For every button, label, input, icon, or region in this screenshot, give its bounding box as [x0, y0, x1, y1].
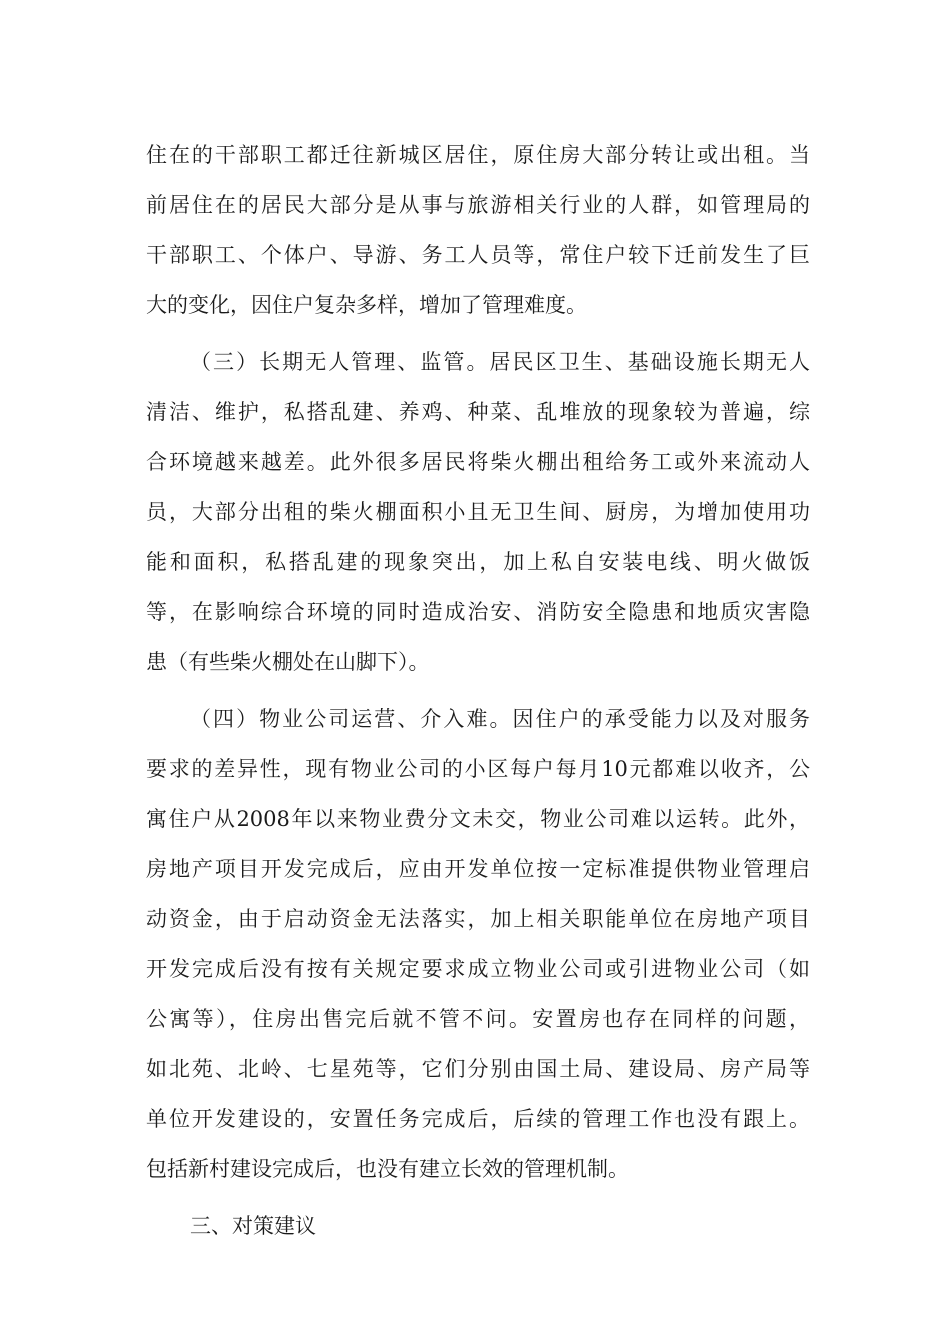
text-line: （三）长期无人管理、监管。居民区卫生、基础设施长期无人	[190, 350, 810, 374]
text-line: 要求的差异性，现有物业公司的小区每户每月10元都难以收齐，公	[146, 757, 810, 781]
text-line: 合环境越来越差。此外很多居民将柴火棚出租给务工或外来流动人	[146, 450, 810, 474]
text-line: 房地产项目开发完成后，应由开发单位按一定标准提供物业管理启	[146, 857, 810, 881]
text-line: 能和面积，私搭乱建的现象突出，加上私自安装电线、明火做饭	[146, 550, 810, 574]
text-line: 动资金，由于启动资金无法落实，加上相关职能单位在房地产项目	[146, 907, 810, 931]
text-line: 住在的干部职工都迁往新城区居住，原住房大部分转让或出租。当	[146, 143, 810, 167]
text-line: 大的变化，因住户复杂多样，增加了管理难度。	[146, 293, 587, 317]
text-line: 如北苑、北岭、七星苑等，它们分别由国土局、建设局、房产局等	[146, 1057, 810, 1081]
paragraph-property-company	[146, 694, 810, 1194]
text-line: 干部职工、个体户、导游、务工人员等，常住户较下迁前发生了巨	[146, 243, 810, 267]
text-line: 患（有些柴火棚处在山脚下）。	[146, 650, 430, 674]
text-line: 清洁、维护，私搭乱建、养鸡、种菜、乱堆放的现象较为普遍，综	[146, 400, 810, 424]
text-line: 开发完成后没有按有关规定要求成立物业公司或引进物业公司（如	[146, 957, 810, 981]
paragraph-management	[146, 337, 810, 687]
text-line: 等，在影响综合环境的同时造成治安、消防安全隐患和地质灾害隐	[146, 600, 810, 624]
body-text	[146, 130, 810, 1251]
text-line: （四）物业公司运营、介入难。因住户的承受能力以及对服务	[190, 707, 810, 731]
section-heading: 三、对策建议	[190, 1214, 316, 1238]
text-line: 寓住户从2008年以来物业费分文未交，物业公司难以运转。此外，	[146, 807, 810, 831]
paragraph-residents	[146, 130, 810, 330]
text-line: 前居住在的居民大部分是从事与旅游相关行业的人群，如管理局的	[146, 193, 810, 217]
text-line: 包括新村建设完成后，也没有建立长效的管理机制。	[146, 1157, 629, 1181]
text-line: 单位开发建设的，安置任务完成后，后续的管理工作也没有跟上。	[146, 1107, 810, 1131]
text-line: 员，大部分出租的柴火棚面积小且无卫生间、厨房，为增加使用功	[146, 500, 810, 524]
text-line: 公寓等），住房出售完后就不管不问。安置房也存在同样的问题，	[146, 1007, 810, 1031]
